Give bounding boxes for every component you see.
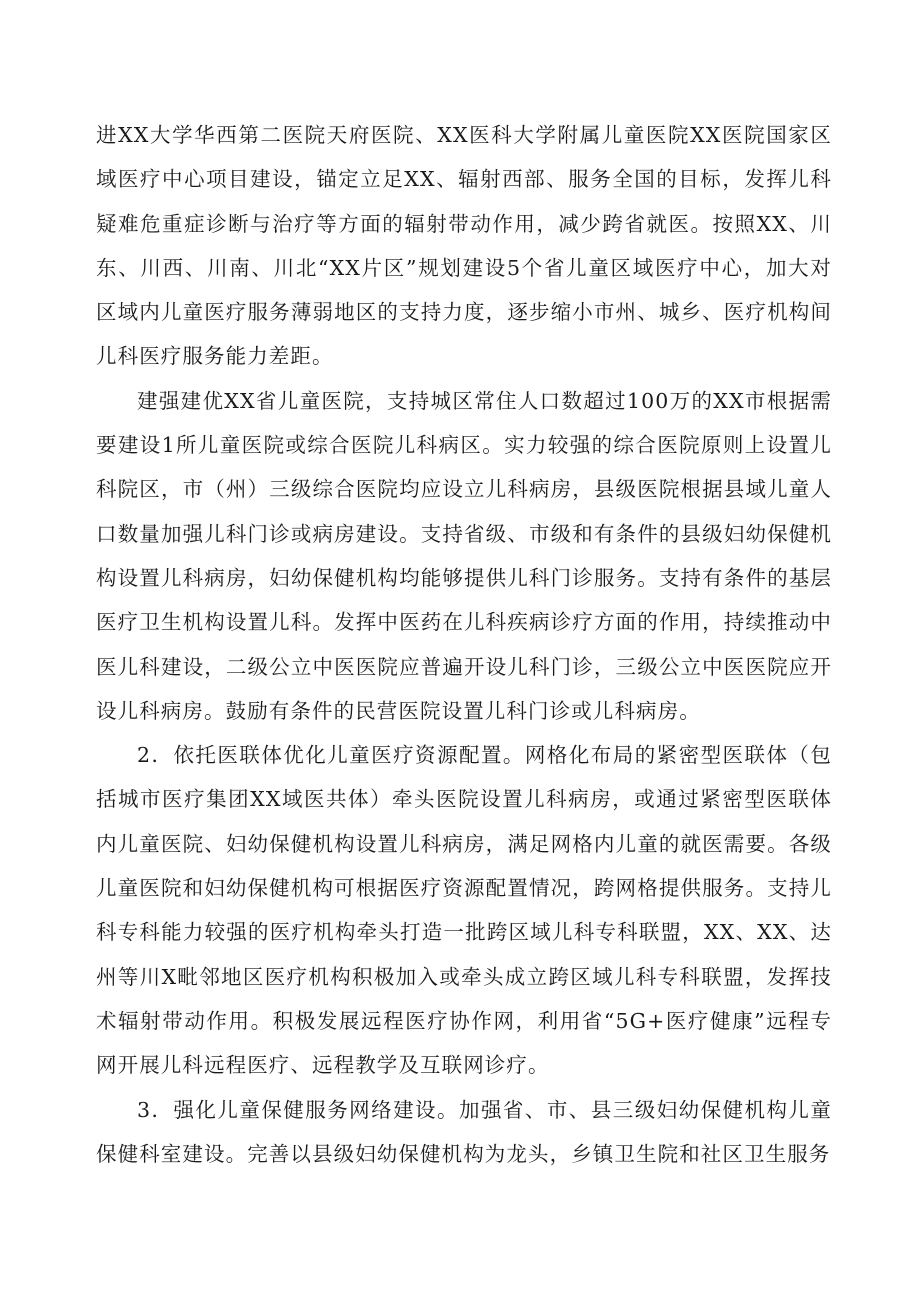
paragraph-4: 3．强化儿童保健服务网络建设。加强省、市、县三级妇幼保健机构儿童保健科室建设。完善以县级妇幼保健机构为龙头，乡镇卫生院和社区卫生服务 [96, 1097, 832, 1166]
document-body [96, 113, 832, 1176]
paragraph-3: 2．依托医联体优化儿童医疗资源配置。网格化布局的紧密型医联体（包括城市医疗集团XX域医共体）牵头医院设置儿科病房，或通过紧密型医联体内儿童医院、妇幼保健机构设置儿科病房，满足网格内儿童的就医需要。各级儿童医院和妇幼保健机构可根据医疗资源配置情况，跨网格提供服务。支持儿科专科能力较强的医疗机构牵头打造一批跨区域儿科专科联盟，XX、XX、达州等川X毗邻地区医疗机构积极加入或牵头成立跨区域儿科专科联盟，发挥技术辐射带动作用。积极发展远程医疗协作网，利用省“5G+医疗健康”远程专网开展儿科远程医疗、远程教学及互联网诊疗。 [96, 743, 832, 1078]
paragraph-1: 进XX大学华西第二医院天府医院、XX医科大学附属儿童医院XX医院国家区域医疗中心项目建设，锚定立足XX、辐射西部、服务全国的目标，发挥儿科疑难危重症诊断与治疗等方面的辐射带动作用，减少跨省就医。按照XX、川东、川西、川南、川北“XX片区”规划建设5个省儿童区域医疗中心，加大对区域内儿童医疗服务薄弱地区的支持力度，逐步缩小市州、城乡、医疗机构间儿科医疗服务能力差距。 [96, 123, 832, 369]
paragraph-2: 建强建优XX省儿童医院，支持城区常住人口数超过100万的XX市根据需要建设1所儿童医院或综合医院儿科病区。实力较强的综合医院原则上设置儿科院区，市（州）三级综合医院均应设立儿科病房，县级医院根据县域儿童人口数量加强儿科门诊或病房建设。支持省级、市级和有条件的县级妇幼保健机构设置儿科病房，妇幼保健机构均能够提供儿科门诊服务。支持有条件的基层医疗卫生机构设置儿科。发挥中医药在儿科疾病诊疗方面的作用，持续推动中医儿科建设，二级公立中医医院应普遍开设儿科门诊，三级公立中医医院应开设儿科病房。鼓励有条件的民营医院设置儿科门诊或儿科病房。 [96, 388, 832, 723]
